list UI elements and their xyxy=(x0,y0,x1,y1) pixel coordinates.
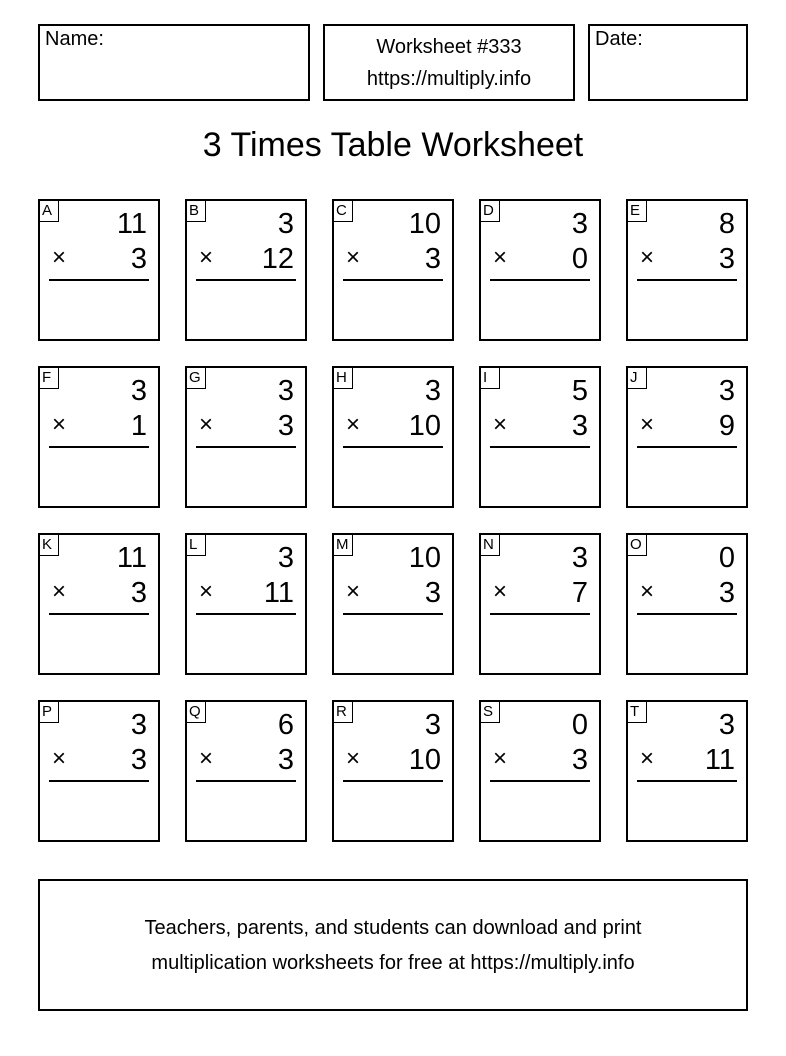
problem-card[interactable] xyxy=(332,533,454,675)
problem-letter: M xyxy=(332,533,353,556)
problem-card[interactable] xyxy=(38,533,160,675)
answer-line xyxy=(637,446,737,448)
page-title: 3 Times Table Worksheet xyxy=(202,126,584,164)
date-label: Date: xyxy=(595,28,643,50)
times-icon: × xyxy=(640,745,655,772)
problem-card[interactable] xyxy=(332,700,454,842)
problem-card[interactable] xyxy=(479,700,601,842)
problem-letter: J xyxy=(626,366,647,389)
times-icon: × xyxy=(346,244,361,271)
times-icon: × xyxy=(346,745,361,772)
problem-card[interactable] xyxy=(626,533,748,675)
times-icon: × xyxy=(493,578,508,605)
footer-line-1: Teachers, parents, and students can download and print xyxy=(144,917,642,939)
multiplier: 3 xyxy=(718,243,735,275)
times-icon: × xyxy=(52,244,67,271)
name-field[interactable] xyxy=(38,24,310,101)
problem-letter: G xyxy=(185,366,206,389)
problem-card[interactable] xyxy=(185,366,307,508)
problem-card[interactable] xyxy=(185,533,307,675)
answer-line xyxy=(490,279,590,281)
multiplicand: 3 xyxy=(571,542,588,574)
problem-card[interactable] xyxy=(185,199,307,341)
problem-letter: A xyxy=(38,199,59,222)
times-icon: × xyxy=(640,411,655,438)
multiplier: 11 xyxy=(263,577,294,609)
multiplier: 7 xyxy=(571,577,588,609)
problem-card[interactable] xyxy=(479,533,601,675)
worksheet-number: Worksheet #333 xyxy=(376,36,522,58)
problem-letter: N xyxy=(479,533,500,556)
times-icon: × xyxy=(199,244,214,271)
problem-letter: L xyxy=(185,533,206,556)
worksheet-url: https://multiply.info xyxy=(366,68,532,90)
problem-letter: C xyxy=(332,199,353,222)
problem-letter: H xyxy=(332,366,353,389)
times-icon: × xyxy=(493,244,508,271)
problem-letter: R xyxy=(332,700,353,723)
multiplier: 3 xyxy=(718,577,735,609)
multiplier: 12 xyxy=(261,243,294,275)
multiplicand: 0 xyxy=(571,709,588,741)
multiplier: 11 xyxy=(704,744,735,776)
multiplicand: 10 xyxy=(408,542,441,574)
multiplicand: 3 xyxy=(718,709,735,741)
answer-line xyxy=(637,613,737,615)
multiplier: 3 xyxy=(424,577,441,609)
date-field[interactable] xyxy=(588,24,748,101)
multiplicand: 11 xyxy=(116,542,147,574)
problem-card[interactable] xyxy=(626,366,748,508)
problem-letter: Q xyxy=(185,700,206,723)
multiplicand: 0 xyxy=(718,542,735,574)
multiplier: 0 xyxy=(571,243,588,275)
problem-letter: P xyxy=(38,700,59,723)
answer-line xyxy=(196,446,296,448)
multiplicand: 3 xyxy=(277,375,294,407)
answer-line xyxy=(343,613,443,615)
multiplicand: 10 xyxy=(408,208,441,240)
times-icon: × xyxy=(199,411,214,438)
problem-letter: O xyxy=(626,533,647,556)
multiplicand: 5 xyxy=(571,375,588,407)
multiplicand: 3 xyxy=(424,709,441,741)
multiplier: 10 xyxy=(408,410,441,442)
footer-note xyxy=(38,879,748,1011)
problem-card[interactable] xyxy=(332,366,454,508)
answer-line xyxy=(196,780,296,782)
multiplicand: 3 xyxy=(277,542,294,574)
problem-card[interactable] xyxy=(626,700,748,842)
answer-line xyxy=(343,446,443,448)
multiplicand: 3 xyxy=(130,709,147,741)
multiplicand: 3 xyxy=(424,375,441,407)
multiplier: 3 xyxy=(277,410,294,442)
problem-card[interactable] xyxy=(332,199,454,341)
multiplier: 3 xyxy=(571,410,588,442)
answer-line xyxy=(637,780,737,782)
problem-letter: F xyxy=(38,366,59,389)
multiplicand: 3 xyxy=(718,375,735,407)
multiplier: 3 xyxy=(130,577,147,609)
answer-line xyxy=(49,780,149,782)
multiplicand: 6 xyxy=(277,709,294,741)
answer-line xyxy=(196,613,296,615)
name-label: Name: xyxy=(45,28,104,50)
answer-line xyxy=(343,279,443,281)
problem-letter: E xyxy=(626,199,647,222)
answer-line xyxy=(49,279,149,281)
multiplicand: 11 xyxy=(116,208,147,240)
problem-card[interactable] xyxy=(38,700,160,842)
multiplier: 9 xyxy=(718,410,735,442)
multiplicand: 3 xyxy=(277,208,294,240)
problem-card[interactable] xyxy=(479,366,601,508)
problem-card[interactable] xyxy=(626,199,748,341)
multiplier: 3 xyxy=(424,243,441,275)
answer-line xyxy=(490,446,590,448)
problem-letter: D xyxy=(479,199,500,222)
multiplier: 3 xyxy=(571,744,588,776)
times-icon: × xyxy=(52,411,67,438)
answer-line xyxy=(343,780,443,782)
times-icon: × xyxy=(640,578,655,605)
problem-letter: K xyxy=(38,533,59,556)
times-icon: × xyxy=(199,578,214,605)
answer-line xyxy=(637,279,737,281)
times-icon: × xyxy=(346,578,361,605)
worksheet-info-box xyxy=(323,24,575,101)
problem-letter: I xyxy=(479,366,500,389)
times-icon: × xyxy=(199,745,214,772)
problem-card[interactable] xyxy=(38,366,160,508)
multiplicand: 3 xyxy=(130,375,147,407)
multiplier: 10 xyxy=(408,744,441,776)
multiplicand: 8 xyxy=(718,208,735,240)
problem-letter: S xyxy=(479,700,500,723)
times-icon: × xyxy=(640,244,655,271)
multiplier: 3 xyxy=(130,744,147,776)
multiplier: 3 xyxy=(130,243,147,275)
multiplier: 3 xyxy=(277,744,294,776)
problem-card[interactable] xyxy=(479,199,601,341)
times-icon: × xyxy=(493,745,508,772)
problem-card[interactable] xyxy=(185,700,307,842)
problem-letter: T xyxy=(626,700,647,723)
problem-card[interactable] xyxy=(38,199,160,341)
multiplicand: 3 xyxy=(571,208,588,240)
answer-line xyxy=(49,613,149,615)
answer-line xyxy=(490,780,590,782)
answer-line xyxy=(49,446,149,448)
times-icon: × xyxy=(52,745,67,772)
footer-line-2: multiplication worksheets for free at https://multiply.info xyxy=(151,952,635,974)
times-icon: × xyxy=(493,411,508,438)
problem-letter: B xyxy=(185,199,206,222)
times-icon: × xyxy=(346,411,361,438)
times-icon: × xyxy=(52,578,67,605)
answer-line xyxy=(196,279,296,281)
answer-line xyxy=(490,613,590,615)
multiplier: 1 xyxy=(130,410,147,442)
